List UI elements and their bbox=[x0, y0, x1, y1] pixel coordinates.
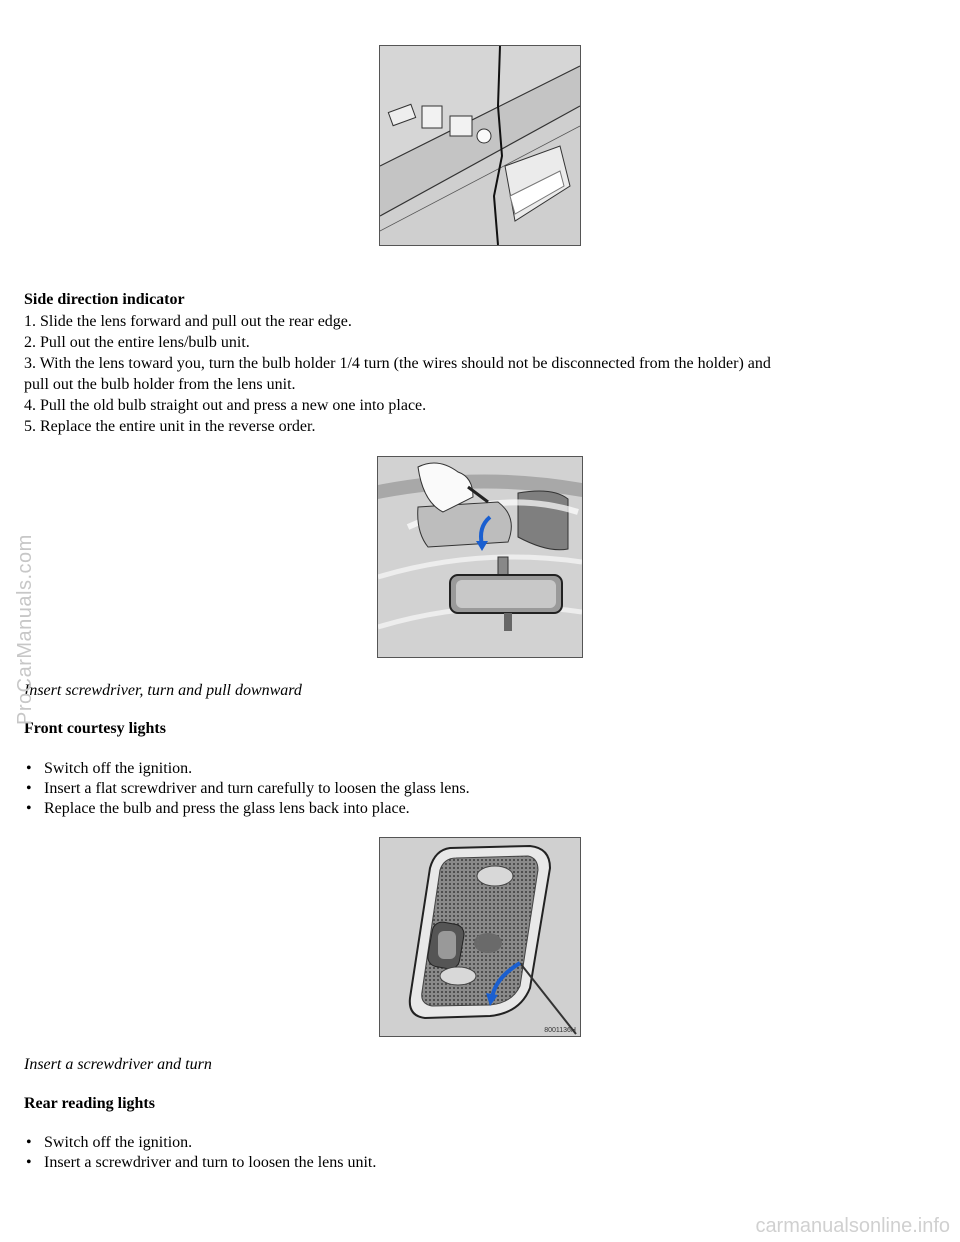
side-indicator-illustration bbox=[379, 45, 581, 246]
list-item: • Switch off the ignition. bbox=[24, 1133, 376, 1153]
rear-reading-heading: Rear reading lights bbox=[24, 1095, 155, 1112]
front-courtesy-light-illustration bbox=[377, 456, 583, 658]
figure-code: 8001136H bbox=[544, 1027, 576, 1034]
front-courtesy-heading: Front courtesy lights bbox=[24, 720, 166, 737]
rear-reading-light-illustration bbox=[379, 837, 581, 1037]
front-courtesy-bullet-list bbox=[24, 759, 470, 819]
step-2: 2. Pull out the entire lens/bulb unit. bbox=[24, 334, 250, 351]
step-3: 3. With the lens toward you, turn the bulb holder 1/4 turn (the wires should not be disconnected from the holder) and bbox=[24, 355, 771, 372]
side-indicator-drawing bbox=[380, 46, 580, 245]
list-item: • Switch off the ignition. bbox=[24, 759, 470, 779]
rear-reading-light-drawing bbox=[380, 838, 580, 1036]
step-5: 5. Replace the entire unit in the reverse order. bbox=[24, 418, 316, 435]
rear-reading-bullet-list bbox=[24, 1133, 376, 1173]
watermark-procarmanuals: ProCarManuals.com bbox=[14, 534, 36, 725]
list-item: • Insert a flat screwdriver and turn carefully to loosen the glass lens. bbox=[24, 779, 470, 799]
list-item: • Replace the bulb and press the glass lens back into place. bbox=[24, 799, 470, 819]
front-courtesy-light-drawing bbox=[378, 457, 582, 657]
step-4: 4. Pull the old bulb straight out and press a new one into place. bbox=[24, 397, 427, 414]
rear-reading-caption: Insert a screwdriver and turn bbox=[24, 1056, 212, 1073]
front-courtesy-caption: Insert screwdriver, turn and pull downward bbox=[24, 682, 302, 699]
list-item: • Insert a screwdriver and turn to loosen the lens unit. bbox=[24, 1153, 376, 1173]
step-3-continued: pull out the bulb holder from the lens unit. bbox=[24, 376, 296, 393]
watermark-carmanualsonline: carmanualsonline.info bbox=[755, 1215, 950, 1237]
step-1: 1. Slide the lens forward and pull out the rear edge. bbox=[24, 313, 352, 330]
side-indicator-heading: Side direction indicator bbox=[24, 291, 185, 308]
